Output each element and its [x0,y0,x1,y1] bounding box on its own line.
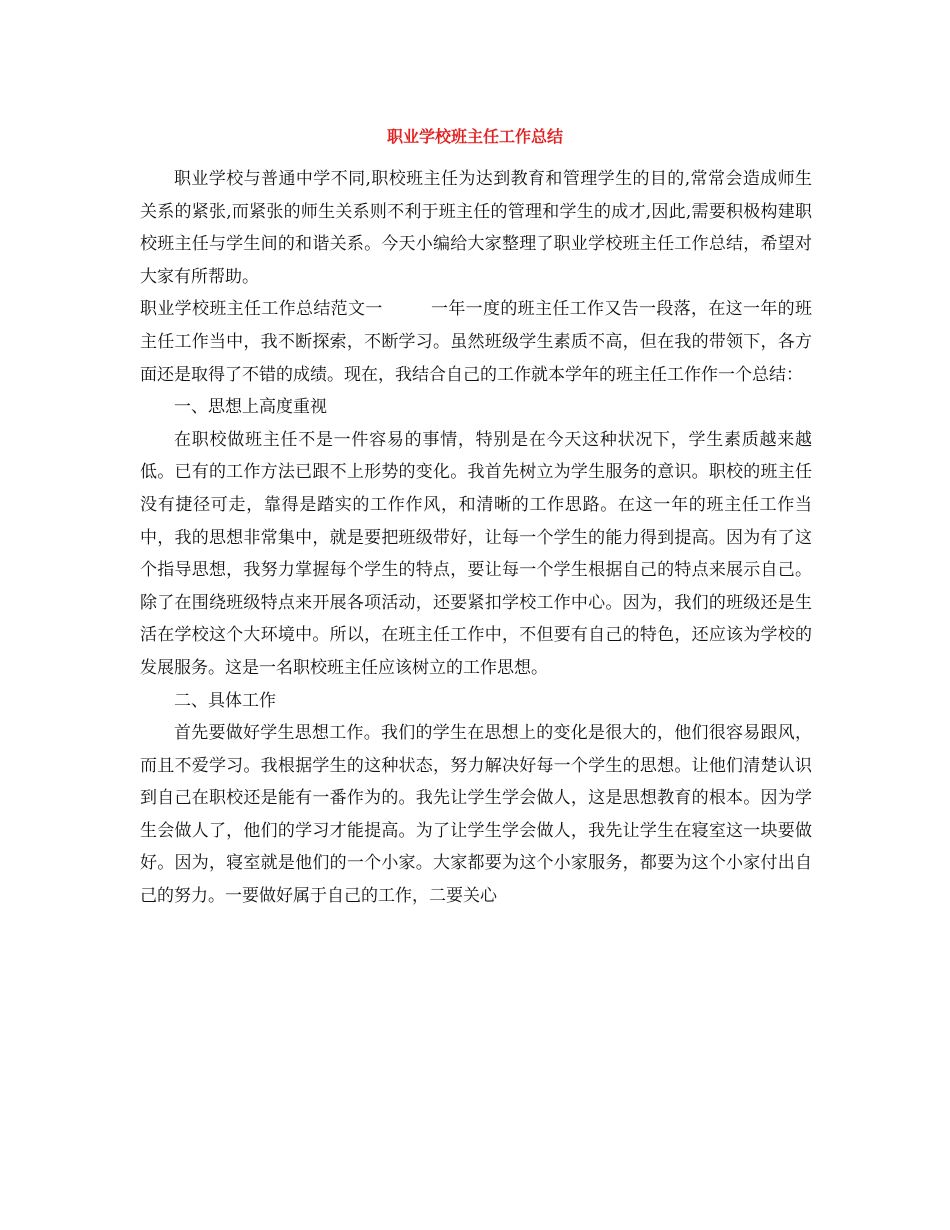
sample-paragraph [140,293,812,391]
section1-heading: 一、思想上高度重视 [174,397,327,418]
section1-body: 在职校做班主任不是一件容易的事情，特别是在今天这种状况下，学生素质越来越低。已有的工作方法已跟不上形势的变化。我首先树立为学生服务的意识。职校的班主任没有捷径可走，靠得是踏实的工作作风，和清晰的工作思路。在这一年的班主任工作当中，我的思想非常集中，就是要把班级带好，让每一个学生的能力得到提高。因为有了这个指导思想，我努力掌握每个学生的特点，要让每一个学生根据自己的特点来展示自己。除了在围绕班级特点来开展各项活动，还要紧扣学校工作中心。因为，我们的班级还是生活在学校这个大环境中。所以，在班主任工作中，不但要有自己的特色，还应该为学校的发展服务。这是一名职校班主任应该树立的工作思想。 [140,429,812,678]
section2-heading: 二、具体工作 [174,690,276,711]
sample-opening: 一年一度的班主任工作又告一段落，在这一年的班主任工作当中，我不断探索，不断学习。虽然班级学生素质不高，但在我的带领下，各方面还是取得了不错的成绩。现在，我结合自己的工作就本学年的班主任工作作一个总结： [140,299,813,385]
section2-body: 首先要做好学生思想工作。我们的学生在思想上的变化是很大的，他们很容易跟风，而且不爱学习。我根据学生的这种状态，努力解决好每一个学生的思想。让他们清楚认识到自己在职校还是能有一番作为的。我先让学生学会做人，这是思想教育的根本。因为学生会做人了，他们的学习才能提高。为了让学生学会做人，我先让学生在寝室这一块要做好。因为，寝室就是他们的一个小家。大家都要为这个小家服务，都要为这个小家付出自己的努力。一要做好属于自己的工作，二要关心 [140,723,812,907]
sample-heading: 职业学校班主任工作总结范文一 [140,299,383,320]
document-title: 职业学校班主任工作总结 [386,127,563,146]
document-body [140,163,812,913]
intro-paragraph: 职业学校与普通中学不同,职校班主任为达到教育和管理学生的目的,常常会造成师生关系的紧张,而紧张的师生关系则不利于班主任的管理和学生的成才,因此,需要积极构建职校班主任与学生间的和谐关系。今天小编给大家整理了职业学校班主任工作总结，希望对大家有所帮助。 [140,169,812,287]
